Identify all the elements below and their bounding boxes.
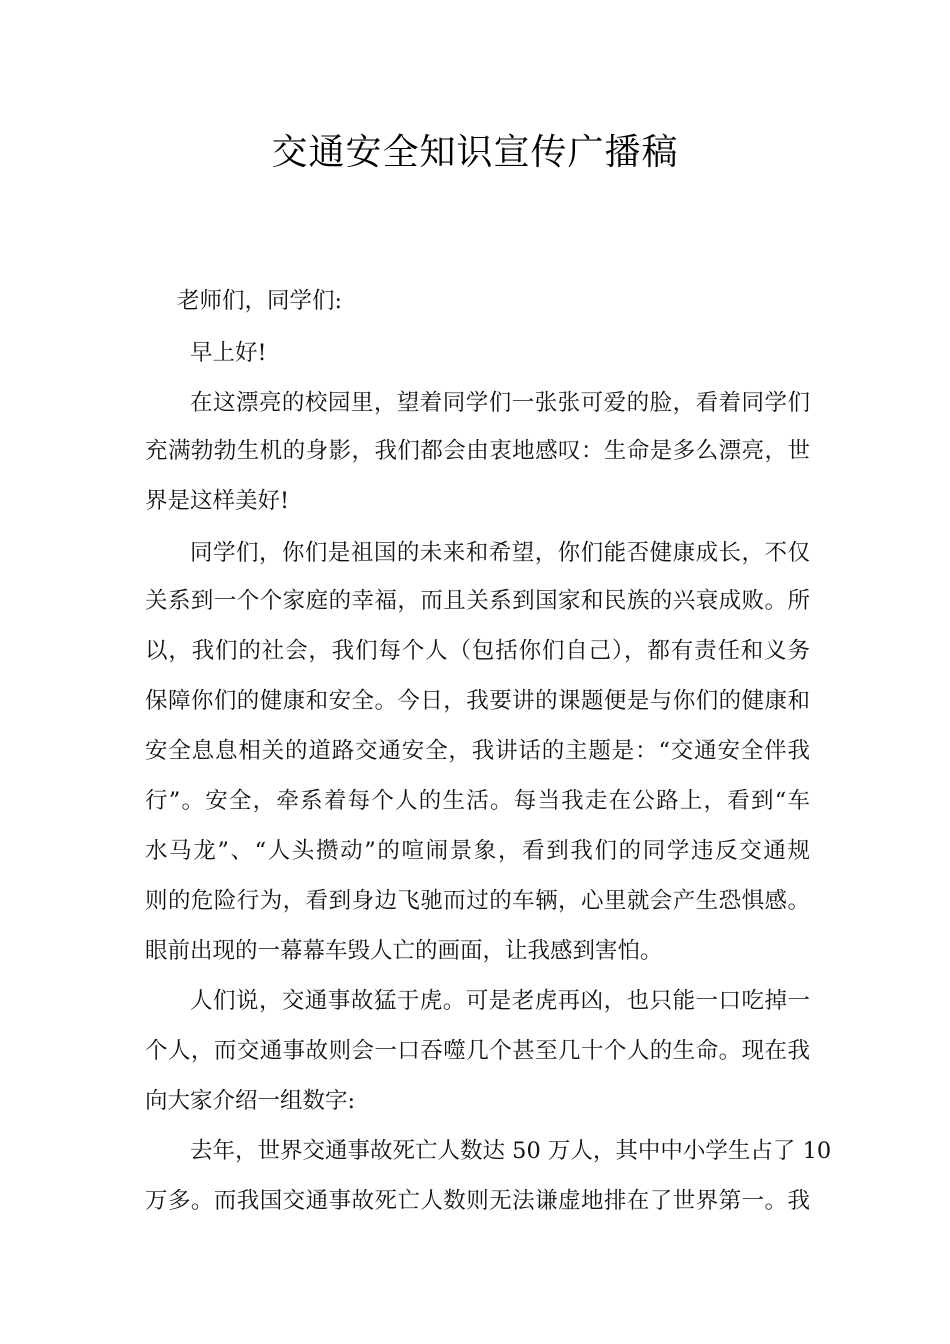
paragraph-line: 则的危险行为，看到身边飞驰而过的车辆，心里就会产生恐惧感。 bbox=[145, 888, 810, 914]
paragraph-line: 向大家介绍一组数字: bbox=[145, 1088, 356, 1114]
paragraph-line: 安全息息相关的道路交通安全，我讲话的主题是：“交通安全伴我 bbox=[145, 738, 810, 764]
paragraph-line: 人们说，交通事故猛于虎。可是老虎再凶，也只能一口吃掉一 bbox=[190, 988, 810, 1014]
document-title: 交通安全知识宣传广播稿 bbox=[271, 132, 679, 173]
paragraph-line: 同学们，你们是祖国的未来和希望，你们能否健康成长，不仅 bbox=[190, 540, 810, 566]
paragraph-line: 万多。而我国交通事故死亡人数则无法谦虚地排在了世界第一。我 bbox=[145, 1188, 810, 1214]
greeting-line: 老师们，同学们: bbox=[177, 288, 343, 314]
paragraph-line: 保障你们的健康和安全。今日，我要讲的课题便是与你们的健康和 bbox=[145, 688, 810, 714]
paragraph-line: 去年，世界交通事故死亡人数达 50 万人，其中中小学生占了 10 bbox=[190, 1138, 832, 1164]
salutation-line: 早上好! bbox=[190, 340, 267, 366]
paragraph-line: 以，我们的社会，我们每个人（包括你们自己），都有责任和义务 bbox=[145, 638, 810, 664]
paragraph-line: 界是这样美好! bbox=[145, 488, 290, 514]
paragraph-line: 行”。安全，牵系着每个人的生活。每当我走在公路上，看到“车 bbox=[145, 788, 810, 814]
paragraph-line: 眼前出现的一幕幕车毁人亡的画面，让我感到害怕。 bbox=[145, 938, 663, 964]
paragraph-line: 在这漂亮的校园里，望着同学们一张张可爱的脸，看着同学们 bbox=[190, 390, 810, 416]
paragraph-line: 个人，而交通事故则会一口吞噬几个甚至几十个人的生命。现在我 bbox=[145, 1038, 810, 1064]
paragraph-line: 水马龙”、“人头攒动”的喧闹景象，看到我们的同学违反交通规 bbox=[145, 838, 810, 864]
paragraph-line: 关系到一个个家庭的幸福，而且关系到国家和民族的兴衰成败。所 bbox=[145, 588, 810, 614]
paragraph-line: 充满勃勃生机的身影，我们都会由衷地感叹：生命是多么漂亮，世 bbox=[145, 438, 810, 464]
